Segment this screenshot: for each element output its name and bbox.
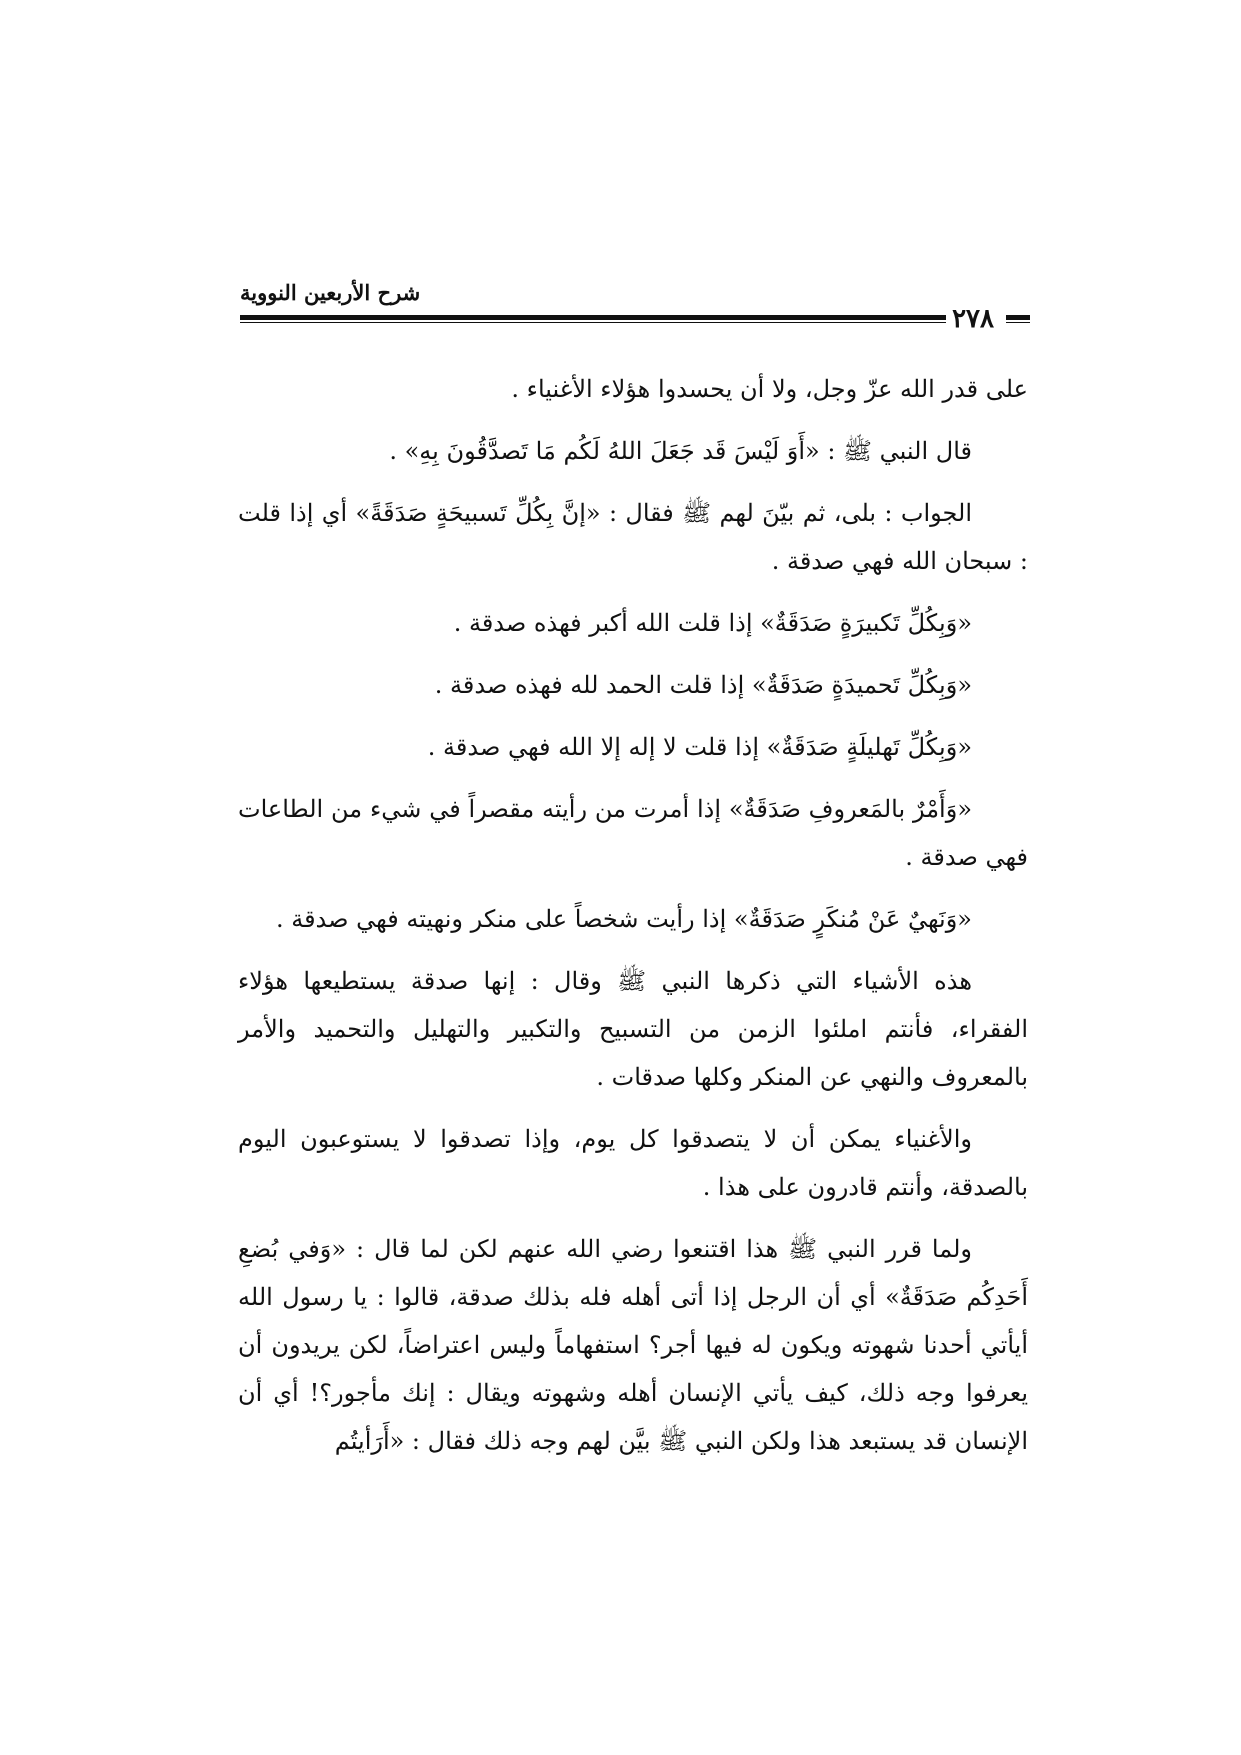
paragraph-4: «وَبِكُلِّ تَكبيرَةٍ صَدَقَةٌ» إذا قلت الله أكبر فهذه صدقة . — [453, 609, 972, 637]
book-title: شرح الأربعين النووية — [240, 280, 421, 305]
paragraph-6: «وَبِكُلِّ تَهليلَةٍ صَدَقَةٌ» إذا قلت لا إله إلا الله فهي صدقة . — [427, 733, 972, 761]
paragraph-2: قال النبي ﷺ : «أَوَ لَيْسَ قَد جَعَلَ اللهُ لَكُم مَا تَصدَّقُونَ بِهِ» . — [389, 437, 972, 465]
paragraph-9: هذه الأشياء التي ذكرها النبي ﷺ وقال : إنها صدقة يستطيعها هؤلاء الفقراء، فأنتم املئوا الزمن من التسبيح والتكبير والتهليل والتحميد والأمر بالمعروف والنهي عن المنكر وكلها صدقات . — [238, 967, 1028, 1091]
paragraph-8: «وَنَهيٌ عَنْ مُنكَرٍ صَدَقَةٌ» إذا رأيت شخصاً على منكر ونهيته فهي صدقة . — [275, 905, 972, 933]
page-number: ٢٧٨ — [946, 304, 1000, 334]
paragraph-7: «وَأَمْرٌ بالمَعروفِ صَدَقَةٌ» إذا أمرت من رأيته مقصراً في شيء من الطاعات فهي صدقة . — [238, 795, 1028, 871]
page-body — [238, 365, 1028, 1479]
paragraph-3: الجواب : بلى، ثم بيّنَ لهم ﷺ فقال : «إنَّ بِكُلِّ تَسبيحَةٍ صَدَقَةً» أي إذا قلت : سبحان الله فهي صدقة . — [238, 499, 1028, 575]
running-header — [240, 280, 1030, 340]
paragraph-5: «وَبِكُلِّ تَحميدَةٍ صَدَقَةٌ» إذا قلت الحمد لله فهذه صدقة . — [434, 671, 972, 699]
paragraph-1: على قدر الله عزّ وجل، ولا أن يحسدوا هؤلاء الأغنياء . — [511, 375, 1028, 403]
header-rule-stub — [1006, 315, 1030, 323]
header-rule — [240, 315, 960, 323]
paragraph-11: ولما قرر النبي ﷺ هذا اقتنعوا رضي الله عنهم لكن لما قال : «وَفي بُضعِ أَحَدِكُم صَدَقَةٌ» أي أن الرجل إذا أتى أهله فله بذلك صدقة، قالوا : يا رسول الله أيأتي أحدنا شهوته ويكون له فيها أجر؟ استفهاماً وليس اعتراضاً، لكن يريدون أن يعرفوا وجه ذلك، كيف يأتي الإنسان أهله وشهوته ويقال : إنك مأجور؟! أي أن الإنسان قد يستبعد هذا ولكن النبي ﷺ بيَّن لهم وجه ذلك فقال : «أَرَأيتُم — [238, 1235, 1028, 1455]
paragraph-10: والأغنياء يمكن أن لا يتصدقوا كل يوم، وإذا تصدقوا لا يستوعبون اليوم بالصدقة، وأنتم قادرون على هذا . — [238, 1125, 1028, 1201]
